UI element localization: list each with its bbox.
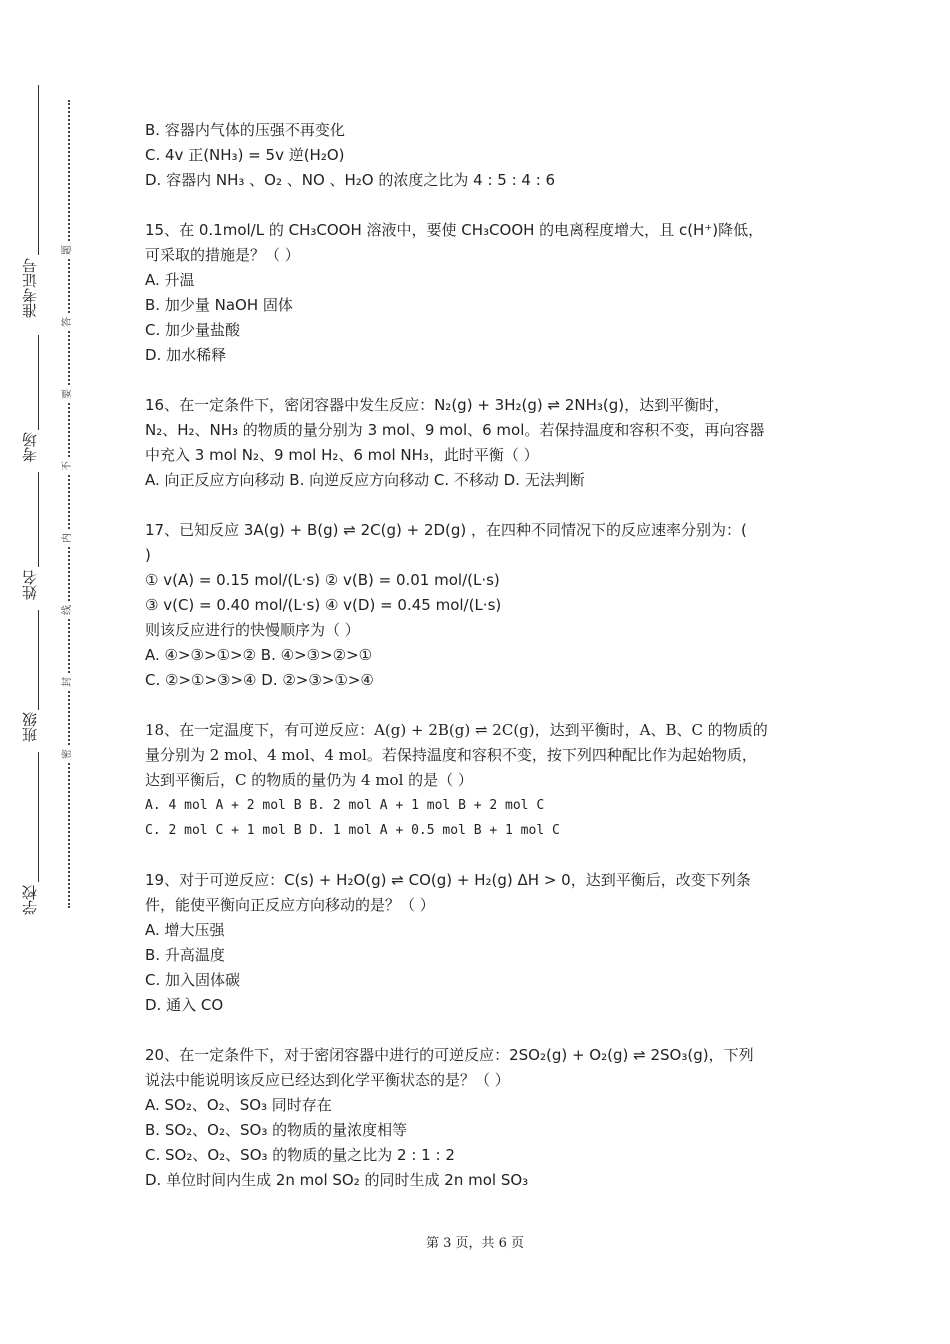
option-b: B. 升高温度: [145, 946, 225, 964]
question-stem: 件，能使平衡向正反应方向移动的是？（ ）: [145, 896, 435, 914]
rate-condition: ① v(A) = 0.15 mol/(L·s) ② v(B) = 0.01 mol/(L·s): [145, 571, 500, 589]
option-b: B. SO₂、O₂、SO₃ 的物质的量浓度相等: [145, 1121, 408, 1139]
options-line: A. 向正反应方向移动 B. 向逆反应方向移动 C. 不移动 D. 无法判断: [145, 471, 585, 489]
option-b: B. 加少量 NaOH 固体: [145, 296, 293, 314]
option-c: C. 加入固体碳: [145, 971, 241, 989]
field-label-exam-number: 准考证号: [21, 258, 39, 318]
question-14-tail: [145, 118, 825, 193]
question-19: [145, 868, 825, 1018]
option-d: D. 单位时间内生成 2n mol SO₂ 的同时生成 2n mol SO₃: [145, 1171, 529, 1189]
field-rule: [38, 335, 39, 430]
field-label-class: 班级: [21, 712, 39, 742]
question-stem: 18、在一定温度下，有可逆反应：A(g) + 2B(g) ⇌ 2C(g)，达到平衡时，A、B、C 的物质的: [145, 721, 768, 739]
seal-char: 要: [62, 386, 74, 402]
options-line: A. 4 mol A + 2 mol B B. 2 mol A + 1 mol B + 2 mol C: [145, 798, 545, 813]
option-a: A. 升温: [145, 271, 195, 289]
question-stem: ): [145, 546, 151, 564]
question-content: [145, 118, 825, 1193]
page-footer: 第 3 页，共 6 页: [425, 1236, 525, 1251]
question-stem: 说法中能说明该反应已经达到化学平衡状态的是？（ ）: [145, 1071, 510, 1089]
seal-char: 线: [62, 602, 74, 618]
question-17: [145, 518, 825, 693]
option-b: B. 容器内气体的压强不再变化: [145, 121, 345, 139]
options-line: C. 2 mol C + 1 mol B D. 1 mol A + 0.5 mol B + 1 mol C: [145, 823, 560, 838]
question-stem: 达到平衡后，C 的物质的量仍为 4 mol 的是（ ）: [145, 771, 473, 789]
question-20: [145, 1043, 825, 1193]
field-rule: [38, 610, 39, 710]
field-label-school: 学校: [21, 885, 39, 915]
option-a: A. 增大压强: [145, 921, 225, 939]
option-d: D. 通入 CO: [145, 996, 224, 1014]
question-stem: 15、在 0.1mol/L 的 CH₃COOH 溶液中，要使 CH₃COOH 的电离程度增大，且 c(H⁺)降低，: [145, 221, 764, 239]
field-rule: [38, 85, 39, 255]
seal-dotted-line: [68, 100, 70, 908]
option-c: C. SO₂、O₂、SO₃ 的物质的量之比为 2 : 1 : 2: [145, 1146, 455, 1164]
question-stem: 则该反应进行的快慢顺序为（ ）: [145, 621, 360, 639]
field-label-exam-room: 考场: [21, 432, 39, 462]
options-line: A. ④>③>①>② B. ④>③>②>①: [145, 646, 373, 664]
question-stem: N₂、H₂、NH₃ 的物质的量分别为 3 mol、9 mol、6 mol。若保持温度和容积不变，再向容器: [145, 421, 765, 439]
rate-condition: ③ v(C) = 0.40 mol/(L·s) ④ v(D) = 0.45 mol/(L·s): [145, 596, 502, 614]
options-line: C. ②>①>③>④ D. ②>③>①>④: [145, 671, 374, 689]
seal-char: 不: [62, 458, 74, 474]
option-a: A. SO₂、O₂、SO₃ 同时存在: [145, 1096, 332, 1114]
question-stem: 16、在一定条件下，密闭容器中发生反应：N₂(g) + 3H₂(g) ⇌ 2NH₃(g)，达到平衡时，: [145, 396, 730, 414]
option-c: C. 4v 正(NH₃) = 5v 逆(H₂O): [145, 146, 345, 164]
field-rule: [38, 472, 39, 567]
field-label-name: 姓名: [21, 570, 39, 600]
seal-char: 题: [62, 242, 74, 258]
question-stem: 19、对于可逆反应：C(s) + H₂O(g) ⇌ CO(g) + H₂(g) ΔH > 0，达到平衡后，改变下列条: [145, 871, 751, 889]
field-rule: [38, 752, 39, 882]
seal-char: 密: [62, 746, 74, 762]
option-c: C. 加少量盐酸: [145, 321, 241, 339]
question-18: [145, 718, 825, 843]
seal-char: 内: [62, 530, 74, 546]
question-stem: 量分别为 2 mol、4 mol、4 mol。若保持温度和容积不变，按下列四种配比作为起始物质，: [145, 746, 757, 764]
question-16: [145, 393, 825, 493]
question-stem: 17、已知反应 3A(g) + B(g) ⇌ 2C(g) + 2D(g) ，在四种不同情况下的反应速率分别为：(: [145, 521, 747, 539]
binding-margin: [0, 0, 110, 1344]
question-stem: 中充入 3 mol N₂、9 mol H₂、6 mol NH₃，此时平衡（ ）: [145, 446, 539, 464]
question-stem: 20、在一定条件下，对于密闭容器中进行的可逆反应：2SO₂(g) + O₂(g) ⇌ 2SO₃(g)，下列: [145, 1046, 754, 1064]
seal-char: 封: [62, 674, 74, 690]
option-d: D. 加水稀释: [145, 346, 227, 364]
seal-char: 答: [62, 314, 74, 330]
question-stem: 可采取的措施是？（ ）: [145, 246, 300, 264]
question-15: [145, 218, 825, 368]
option-d: D. 容器内 NH₃ 、O₂ 、NO 、H₂O 的浓度之比为 4 : 5 : 4 : 6: [145, 171, 556, 189]
